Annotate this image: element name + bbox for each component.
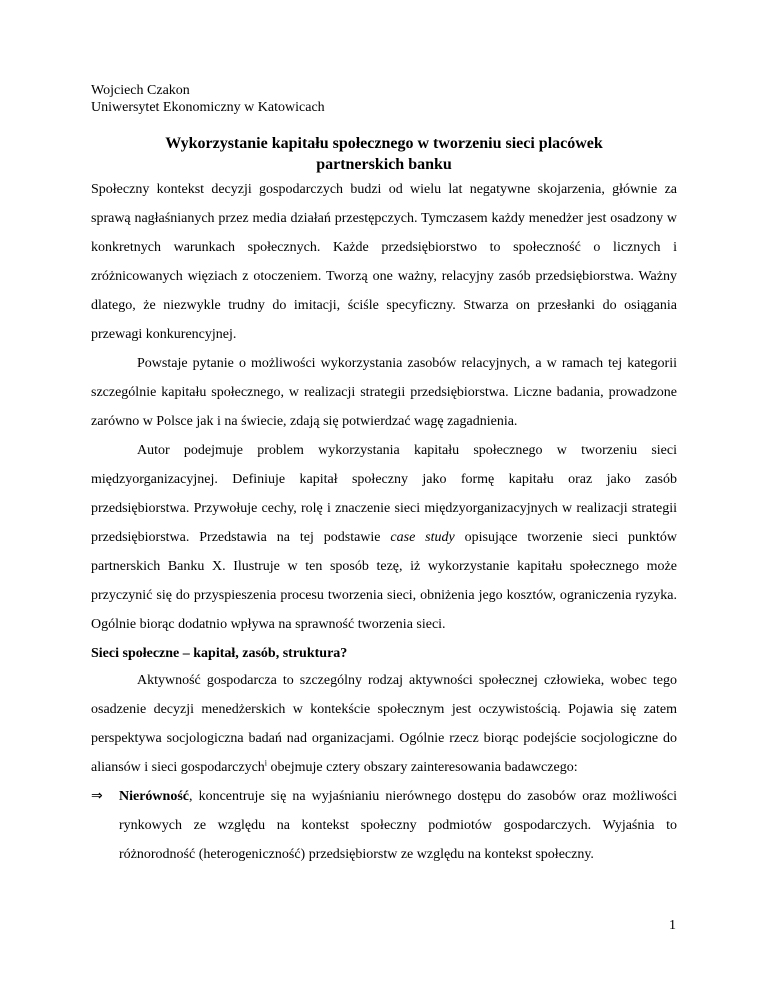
section-paragraph-text-start: Aktywność gospodarcza to szczególny rodzaj aktywności społecznej człowieka, wobec tego osadzenie decyzji menedżerskich w kontekście społecznym jest oczywistością. Pojawia się zatem perspektywa socjologiczna badań nad organizacjami. Ogólnie rzecz biorąc podejście socjologiczne do aliansów i sieci gospodarczych [91, 673, 677, 775]
abstract-paragraph-1: Społeczny kontekst decyzji gospodarczych budzi od wielu lat negatywne skojarzenia, głównie za sprawą nagłaśnianych przez media działań przestępczych. Tymczasem każdy menedżer jest osadzony w konkretnych warunkach społecznych. Każde przedsiębiorstwo to społeczność o licznych i zróżnicowanych więziach z otoczeniem. Tworzą one ważny, relacyjny zasób przedsiębiorstwa. Ważny dlatego, że niezwykle trudny do imitacji, ściśle specyficzny. Stwarza on przesłanki do osiągania przewagi konkurencyjnej. [91, 182, 677, 342]
list-item-inequality [91, 782, 677, 869]
section-paragraph-text-end: obejmuje cztery obszary zainteresowania badawczego: [267, 760, 578, 775]
author-name: Wojciech Czakon [91, 83, 190, 98]
section-heading: Sieci społeczne – kapitał, zasób, struktura? [91, 646, 348, 661]
list-item-term: Nierówność [119, 789, 189, 804]
author-affiliation: Uniwersytet Ekonomiczny w Katowicach [91, 100, 325, 115]
abstract [91, 175, 677, 639]
right-double-arrow-icon: ⇒ [91, 788, 103, 804]
title-line-1: Wykorzystanie kapitału społecznego w tworzeniu sieci placówek [165, 135, 603, 152]
abstract-paragraph-3 [91, 436, 677, 639]
page-number: 1 [669, 918, 676, 933]
section-body [91, 666, 677, 869]
list-item-text: , koncentruje się na wyjaśnianiu nierównego dostępu do zasobów oraz możliwości rynkowych ze względu na kontekst społeczny podmiotów gospodarczych. Wyjaśnia to różnorodność (heterogeniczność) przedsiębiorstw ze względu na kontekst społeczny. [119, 789, 677, 862]
abstract-paragraph-2: Powstaje pytanie o możliwości wykorzystania zasobów relacyjnych, a w ramach tej kategorii szczególnie kapitału społecznego, w realizacji strategii przedsiębiorstwa. Liczne badania, prowadzone zarówno w Polsce jak i na świecie, zdają się potwierdzać wagę zagadnienia. [91, 356, 677, 429]
footnote-reference[interactable]: i [264, 758, 268, 768]
title-line-2: partnerskich banku [316, 156, 452, 173]
document-title [91, 133, 677, 175]
section-paragraph-1 [91, 666, 677, 782]
author-block [91, 82, 325, 116]
paragraph-3-text-start: Autor podejmuje problem wykorzystania kapitału społecznego w tworzeniu sieci międzyorganizacyjnej. Definiuje kapitał społeczny jako formę kapitału oraz jako zasób przedsiębiorstwa. Przywołuje cechy, rolę i znaczenie sieci międzyorganizacyjnych w realizacji strategii przedsiębiorstwa. Przedstawia na tej podstawie [91, 443, 677, 545]
case-study-term: case study [390, 530, 455, 545]
paragraph-3-text-end: opisujące tworzenie sieci punktów partnerskich Banku X. Ilustruje w ten sposób tezę, iż wykorzystanie kapitału społecznego może przyczynić się do przyspieszenia procesu tworzenia sieci, obniżenia jego kosztów, ograniczenia ryzyka. Ogólnie biorąc dodatnio wpływa na sprawność tworzenia sieci. [91, 530, 677, 632]
